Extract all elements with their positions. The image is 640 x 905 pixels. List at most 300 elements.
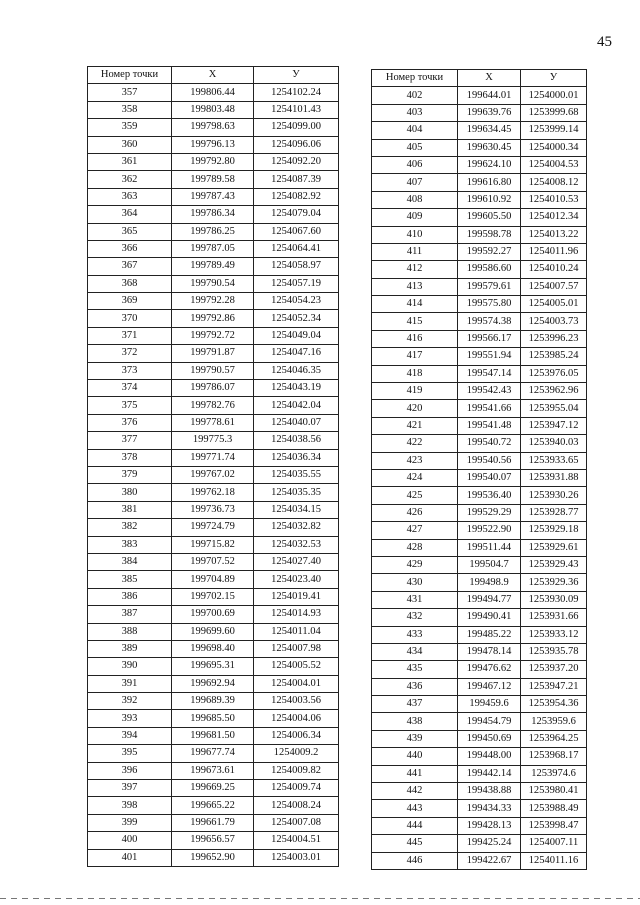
y-coordinate-cell: 1253996.23 bbox=[521, 330, 587, 347]
x-coordinate-cell: 199511.44 bbox=[458, 539, 521, 556]
point-number-cell: 374 bbox=[88, 380, 172, 397]
point-number-cell: 368 bbox=[88, 275, 172, 292]
x-coordinate-cell: 199689.39 bbox=[172, 693, 254, 710]
x-coordinate-cell: 199681.50 bbox=[172, 727, 254, 744]
y-coordinate-cell: 1254005.52 bbox=[254, 658, 339, 675]
table-row bbox=[88, 571, 339, 588]
y-coordinate-cell: 1253929.61 bbox=[521, 539, 587, 556]
point-number-cell: 426 bbox=[372, 504, 458, 521]
y-coordinate-cell: 1254004.06 bbox=[254, 710, 339, 727]
x-coordinate-cell: 199699.60 bbox=[172, 623, 254, 640]
x-coordinate-cell: 199702.15 bbox=[172, 588, 254, 605]
x-coordinate-cell: 199692.94 bbox=[172, 675, 254, 692]
x-coordinate-cell: 199762.18 bbox=[172, 484, 254, 501]
table-row bbox=[372, 852, 587, 869]
x-coordinate-cell: 199574.38 bbox=[458, 313, 521, 330]
table-row bbox=[372, 122, 587, 139]
point-number-cell: 404 bbox=[372, 122, 458, 139]
table-row bbox=[88, 310, 339, 327]
x-coordinate-cell: 199700.69 bbox=[172, 606, 254, 623]
x-coordinate-cell: 199704.89 bbox=[172, 571, 254, 588]
table-row bbox=[372, 817, 587, 834]
x-coordinate-cell: 199806.44 bbox=[172, 84, 254, 101]
y-coordinate-cell: 1254102.24 bbox=[254, 84, 339, 101]
point-number-cell: 389 bbox=[88, 640, 172, 657]
point-number-cell: 387 bbox=[88, 606, 172, 623]
table-row bbox=[372, 574, 587, 591]
point-number-cell: 365 bbox=[88, 223, 172, 240]
table-row bbox=[372, 139, 587, 156]
y-coordinate-cell: 1254027.40 bbox=[254, 553, 339, 570]
y-coordinate-cell: 1254064.41 bbox=[254, 240, 339, 257]
point-number-cell: 381 bbox=[88, 501, 172, 518]
table-row bbox=[88, 780, 339, 797]
table-row bbox=[88, 501, 339, 518]
coordinates-table-left bbox=[87, 66, 339, 867]
y-coordinate-cell: 1254010.53 bbox=[521, 191, 587, 208]
y-coordinate-cell: 1254038.56 bbox=[254, 432, 339, 449]
y-coordinate-cell: 1253947.12 bbox=[521, 417, 587, 434]
point-number-cell: 385 bbox=[88, 571, 172, 588]
table-row bbox=[372, 383, 587, 400]
table-row bbox=[372, 330, 587, 347]
x-coordinate-cell: 199454.79 bbox=[458, 713, 521, 730]
table-row bbox=[88, 397, 339, 414]
table-row bbox=[372, 209, 587, 226]
table-row bbox=[88, 797, 339, 814]
point-number-cell: 403 bbox=[372, 104, 458, 121]
point-number-cell: 407 bbox=[372, 174, 458, 191]
x-coordinate-cell: 199661.79 bbox=[172, 814, 254, 831]
point-number-cell: 378 bbox=[88, 449, 172, 466]
point-number-cell: 427 bbox=[372, 522, 458, 539]
x-coordinate-cell: 199586.60 bbox=[458, 261, 521, 278]
coordinates-table-right bbox=[371, 69, 587, 870]
point-number-cell: 434 bbox=[372, 643, 458, 660]
table-row bbox=[88, 432, 339, 449]
y-coordinate-cell: 1254023.40 bbox=[254, 571, 339, 588]
point-number-cell: 412 bbox=[372, 261, 458, 278]
y-coordinate-cell: 1254034.15 bbox=[254, 501, 339, 518]
x-coordinate-cell: 199542.43 bbox=[458, 383, 521, 400]
y-coordinate-cell: 1254042.04 bbox=[254, 397, 339, 414]
table-row bbox=[88, 466, 339, 483]
point-number-cell: 405 bbox=[372, 139, 458, 156]
y-coordinate-cell: 1254079.04 bbox=[254, 206, 339, 223]
x-coordinate-cell: 199579.61 bbox=[458, 278, 521, 295]
table-row bbox=[88, 727, 339, 744]
y-coordinate-cell: 1253933.65 bbox=[521, 452, 587, 469]
x-coordinate-cell: 199787.05 bbox=[172, 240, 254, 257]
x-coordinate-cell: 199644.01 bbox=[458, 87, 521, 104]
y-coordinate-cell: 1254032.82 bbox=[254, 519, 339, 536]
x-coordinate-cell: 199422.67 bbox=[458, 852, 521, 869]
table-row bbox=[372, 765, 587, 782]
table-row bbox=[88, 640, 339, 657]
x-coordinate-cell: 199541.48 bbox=[458, 417, 521, 434]
point-number-cell: 428 bbox=[372, 539, 458, 556]
table-row bbox=[88, 84, 339, 101]
table-row bbox=[372, 539, 587, 556]
point-number-cell: 384 bbox=[88, 553, 172, 570]
point-number-cell: 438 bbox=[372, 713, 458, 730]
x-coordinate-cell: 199450.69 bbox=[458, 730, 521, 747]
point-number-cell: 415 bbox=[372, 313, 458, 330]
table-row bbox=[372, 522, 587, 539]
x-coordinate-cell: 199541.66 bbox=[458, 400, 521, 417]
point-number-cell: 361 bbox=[88, 153, 172, 170]
table-row bbox=[88, 814, 339, 831]
y-coordinate-cell: 1254009.2 bbox=[254, 745, 339, 762]
point-number-cell: 357 bbox=[88, 84, 172, 101]
y-coordinate-cell: 1254047.16 bbox=[254, 345, 339, 362]
x-coordinate-cell: 199677.74 bbox=[172, 745, 254, 762]
y-coordinate-cell: 1254004.01 bbox=[254, 675, 339, 692]
table-row bbox=[372, 296, 587, 313]
table-row bbox=[372, 783, 587, 800]
y-coordinate-cell: 1253974.6 bbox=[521, 765, 587, 782]
y-coordinate-cell: 1253988.49 bbox=[521, 800, 587, 817]
x-coordinate-cell: 199610.92 bbox=[458, 191, 521, 208]
y-coordinate-cell: 1253985.24 bbox=[521, 348, 587, 365]
point-number-cell: 420 bbox=[372, 400, 458, 417]
table-row bbox=[372, 643, 587, 660]
table-row bbox=[88, 536, 339, 553]
point-number-cell: 419 bbox=[372, 383, 458, 400]
table-row bbox=[88, 327, 339, 344]
y-coordinate-cell: 1254003.73 bbox=[521, 313, 587, 330]
x-coordinate-cell: 199442.14 bbox=[458, 765, 521, 782]
y-coordinate-cell: 1254019.41 bbox=[254, 588, 339, 605]
y-coordinate-cell: 1254006.34 bbox=[254, 727, 339, 744]
table-row bbox=[372, 609, 587, 626]
point-number-cell: 437 bbox=[372, 696, 458, 713]
table-row bbox=[372, 435, 587, 452]
x-coordinate-cell: 199787.43 bbox=[172, 188, 254, 205]
table-row bbox=[88, 484, 339, 501]
y-coordinate-cell: 1254092.20 bbox=[254, 153, 339, 170]
x-coordinate-cell: 199634.45 bbox=[458, 122, 521, 139]
x-coordinate-cell: 199790.54 bbox=[172, 275, 254, 292]
x-coordinate-cell: 199695.31 bbox=[172, 658, 254, 675]
point-number-cell: 386 bbox=[88, 588, 172, 605]
y-coordinate-cell: 1254087.39 bbox=[254, 171, 339, 188]
table-row bbox=[372, 87, 587, 104]
table-row bbox=[88, 275, 339, 292]
header-x: X bbox=[458, 70, 521, 87]
point-number-cell: 366 bbox=[88, 240, 172, 257]
point-number-cell: 418 bbox=[372, 365, 458, 382]
point-number-cell: 445 bbox=[372, 835, 458, 852]
point-number-cell: 367 bbox=[88, 258, 172, 275]
y-coordinate-cell: 1254054.23 bbox=[254, 293, 339, 310]
table-row bbox=[88, 623, 339, 640]
y-coordinate-cell: 1254007.08 bbox=[254, 814, 339, 831]
point-number-cell: 363 bbox=[88, 188, 172, 205]
table-row bbox=[372, 730, 587, 747]
y-coordinate-cell: 1253933.12 bbox=[521, 626, 587, 643]
point-number-cell: 390 bbox=[88, 658, 172, 675]
y-coordinate-cell: 1254009.74 bbox=[254, 780, 339, 797]
x-coordinate-cell: 199796.13 bbox=[172, 136, 254, 153]
point-number-cell: 408 bbox=[372, 191, 458, 208]
y-coordinate-cell: 1253935.78 bbox=[521, 643, 587, 660]
table-row bbox=[88, 588, 339, 605]
x-coordinate-cell: 199630.45 bbox=[458, 139, 521, 156]
point-number-cell: 433 bbox=[372, 626, 458, 643]
y-coordinate-cell: 1253930.09 bbox=[521, 591, 587, 608]
point-number-cell: 443 bbox=[372, 800, 458, 817]
y-coordinate-cell: 1254007.57 bbox=[521, 278, 587, 295]
y-coordinate-cell: 1253959.6 bbox=[521, 713, 587, 730]
x-coordinate-cell: 199639.76 bbox=[458, 104, 521, 121]
table-header-row bbox=[88, 67, 339, 84]
table-row bbox=[88, 519, 339, 536]
point-number-cell: 380 bbox=[88, 484, 172, 501]
x-coordinate-cell: 199778.61 bbox=[172, 414, 254, 431]
table-row bbox=[88, 293, 339, 310]
y-coordinate-cell: 1254058.97 bbox=[254, 258, 339, 275]
x-coordinate-cell: 199792.72 bbox=[172, 327, 254, 344]
y-coordinate-cell: 1254007.98 bbox=[254, 640, 339, 657]
x-coordinate-cell: 199673.61 bbox=[172, 762, 254, 779]
point-number-cell: 376 bbox=[88, 414, 172, 431]
table-row bbox=[372, 417, 587, 434]
x-coordinate-cell: 199504.7 bbox=[458, 556, 521, 573]
table-row bbox=[88, 206, 339, 223]
point-number-cell: 383 bbox=[88, 536, 172, 553]
table-row bbox=[372, 365, 587, 382]
y-coordinate-cell: 1253962.96 bbox=[521, 383, 587, 400]
y-coordinate-cell: 1254005.01 bbox=[521, 296, 587, 313]
point-number-cell: 444 bbox=[372, 817, 458, 834]
table-row bbox=[88, 223, 339, 240]
table-row bbox=[88, 119, 339, 136]
y-coordinate-cell: 1253929.43 bbox=[521, 556, 587, 573]
point-number-cell: 395 bbox=[88, 745, 172, 762]
y-coordinate-cell: 1254008.24 bbox=[254, 797, 339, 814]
table-row bbox=[372, 835, 587, 852]
point-number-cell: 411 bbox=[372, 243, 458, 260]
point-number-cell: 439 bbox=[372, 730, 458, 747]
table-row bbox=[372, 591, 587, 608]
point-number-cell: 429 bbox=[372, 556, 458, 573]
y-coordinate-cell: 1254043.19 bbox=[254, 380, 339, 397]
y-coordinate-cell: 1254008.12 bbox=[521, 174, 587, 191]
point-number-cell: 399 bbox=[88, 814, 172, 831]
y-coordinate-cell: 1254011.96 bbox=[521, 243, 587, 260]
table-row bbox=[372, 278, 587, 295]
table-row bbox=[88, 832, 339, 849]
table-row bbox=[88, 414, 339, 431]
y-coordinate-cell: 1254012.34 bbox=[521, 209, 587, 226]
point-number-cell: 375 bbox=[88, 397, 172, 414]
y-coordinate-cell: 1253928.77 bbox=[521, 504, 587, 521]
table-row bbox=[88, 380, 339, 397]
point-number-cell: 364 bbox=[88, 206, 172, 223]
x-coordinate-cell: 199522.90 bbox=[458, 522, 521, 539]
table-row bbox=[372, 661, 587, 678]
point-number-cell: 424 bbox=[372, 469, 458, 486]
x-coordinate-cell: 199782.76 bbox=[172, 397, 254, 414]
x-coordinate-cell: 199575.80 bbox=[458, 296, 521, 313]
y-coordinate-cell: 1254049.04 bbox=[254, 327, 339, 344]
point-number-cell: 369 bbox=[88, 293, 172, 310]
y-coordinate-cell: 1253929.18 bbox=[521, 522, 587, 539]
point-number-cell: 425 bbox=[372, 487, 458, 504]
table-row bbox=[372, 174, 587, 191]
x-coordinate-cell: 199789.58 bbox=[172, 171, 254, 188]
x-coordinate-cell: 199685.50 bbox=[172, 710, 254, 727]
x-coordinate-cell: 199775.3 bbox=[172, 432, 254, 449]
y-coordinate-cell: 1254014.93 bbox=[254, 606, 339, 623]
x-coordinate-cell: 199624.10 bbox=[458, 156, 521, 173]
x-coordinate-cell: 199529.29 bbox=[458, 504, 521, 521]
table-row bbox=[372, 452, 587, 469]
point-number-cell: 370 bbox=[88, 310, 172, 327]
point-number-cell: 371 bbox=[88, 327, 172, 344]
y-coordinate-cell: 1254010.24 bbox=[521, 261, 587, 278]
x-coordinate-cell: 199605.50 bbox=[458, 209, 521, 226]
header-y: У bbox=[521, 70, 587, 87]
point-number-cell: 362 bbox=[88, 171, 172, 188]
table-row bbox=[372, 696, 587, 713]
y-coordinate-cell: 1253999.14 bbox=[521, 122, 587, 139]
point-number-cell: 431 bbox=[372, 591, 458, 608]
table-row bbox=[88, 153, 339, 170]
point-number-cell: 413 bbox=[372, 278, 458, 295]
table-row bbox=[372, 348, 587, 365]
point-number-cell: 400 bbox=[88, 832, 172, 849]
x-coordinate-cell: 199798.63 bbox=[172, 119, 254, 136]
y-coordinate-cell: 1254009.82 bbox=[254, 762, 339, 779]
y-coordinate-cell: 1254096.06 bbox=[254, 136, 339, 153]
y-coordinate-cell: 1253931.66 bbox=[521, 609, 587, 626]
x-coordinate-cell: 199494.77 bbox=[458, 591, 521, 608]
y-coordinate-cell: 1254067.60 bbox=[254, 223, 339, 240]
page-number: 45 bbox=[597, 34, 612, 50]
point-number-cell: 441 bbox=[372, 765, 458, 782]
y-coordinate-cell: 1254040.07 bbox=[254, 414, 339, 431]
x-coordinate-cell: 199707.52 bbox=[172, 553, 254, 570]
x-coordinate-cell: 199478.14 bbox=[458, 643, 521, 660]
x-coordinate-cell: 199438.88 bbox=[458, 783, 521, 800]
table-row bbox=[372, 226, 587, 243]
table-row bbox=[88, 710, 339, 727]
y-coordinate-cell: 1253947.21 bbox=[521, 678, 587, 695]
table-row bbox=[372, 713, 587, 730]
x-coordinate-cell: 199767.02 bbox=[172, 466, 254, 483]
point-number-cell: 379 bbox=[88, 466, 172, 483]
y-coordinate-cell: 1254035.55 bbox=[254, 466, 339, 483]
y-coordinate-cell: 1253964.25 bbox=[521, 730, 587, 747]
x-coordinate-cell: 199786.34 bbox=[172, 206, 254, 223]
y-coordinate-cell: 1254000.01 bbox=[521, 87, 587, 104]
y-coordinate-cell: 1253931.88 bbox=[521, 469, 587, 486]
point-number-cell: 397 bbox=[88, 780, 172, 797]
point-number-cell: 417 bbox=[372, 348, 458, 365]
table-row bbox=[372, 243, 587, 260]
x-coordinate-cell: 199771.74 bbox=[172, 449, 254, 466]
table-row bbox=[88, 658, 339, 675]
table-row bbox=[88, 101, 339, 118]
point-number-cell: 421 bbox=[372, 417, 458, 434]
y-coordinate-cell: 1254003.56 bbox=[254, 693, 339, 710]
x-coordinate-cell: 199598.78 bbox=[458, 226, 521, 243]
y-coordinate-cell: 1253955.04 bbox=[521, 400, 587, 417]
point-number-cell: 422 bbox=[372, 435, 458, 452]
y-coordinate-cell: 1253940.03 bbox=[521, 435, 587, 452]
x-coordinate-cell: 199790.57 bbox=[172, 362, 254, 379]
point-number-cell: 436 bbox=[372, 678, 458, 695]
table-row bbox=[372, 626, 587, 643]
y-coordinate-cell: 1254052.34 bbox=[254, 310, 339, 327]
point-number-cell: 440 bbox=[372, 748, 458, 765]
y-coordinate-cell: 1254036.34 bbox=[254, 449, 339, 466]
x-coordinate-cell: 199566.17 bbox=[458, 330, 521, 347]
x-coordinate-cell: 199736.73 bbox=[172, 501, 254, 518]
x-coordinate-cell: 199448.00 bbox=[458, 748, 521, 765]
x-coordinate-cell: 199467.12 bbox=[458, 678, 521, 695]
x-coordinate-cell: 199786.07 bbox=[172, 380, 254, 397]
y-coordinate-cell: 1254013.22 bbox=[521, 226, 587, 243]
point-number-cell: 401 bbox=[88, 849, 172, 866]
y-coordinate-cell: 1254082.92 bbox=[254, 188, 339, 205]
point-number-cell: 398 bbox=[88, 797, 172, 814]
x-coordinate-cell: 199490.41 bbox=[458, 609, 521, 626]
x-coordinate-cell: 199792.28 bbox=[172, 293, 254, 310]
x-coordinate-cell: 199789.49 bbox=[172, 258, 254, 275]
table-row bbox=[88, 606, 339, 623]
table-row bbox=[372, 748, 587, 765]
y-coordinate-cell: 1254099.00 bbox=[254, 119, 339, 136]
scan-edge-line bbox=[0, 898, 640, 899]
table-row bbox=[88, 188, 339, 205]
table-row bbox=[372, 191, 587, 208]
y-coordinate-cell: 1254046.35 bbox=[254, 362, 339, 379]
y-coordinate-cell: 1254000.34 bbox=[521, 139, 587, 156]
x-coordinate-cell: 199786.25 bbox=[172, 223, 254, 240]
header-y: У bbox=[254, 67, 339, 84]
table-row bbox=[88, 240, 339, 257]
point-number-cell: 394 bbox=[88, 727, 172, 744]
y-coordinate-cell: 1254011.04 bbox=[254, 623, 339, 640]
table-row bbox=[372, 400, 587, 417]
x-coordinate-cell: 199669.25 bbox=[172, 780, 254, 797]
header-point-number: Номер точки bbox=[372, 70, 458, 87]
x-coordinate-cell: 199485.22 bbox=[458, 626, 521, 643]
table-row bbox=[88, 362, 339, 379]
point-number-cell: 359 bbox=[88, 119, 172, 136]
table-row bbox=[372, 678, 587, 695]
point-number-cell: 423 bbox=[372, 452, 458, 469]
x-coordinate-cell: 199792.80 bbox=[172, 153, 254, 170]
y-coordinate-cell: 1254011.16 bbox=[521, 852, 587, 869]
point-number-cell: 402 bbox=[372, 87, 458, 104]
table-row bbox=[372, 469, 587, 486]
point-number-cell: 382 bbox=[88, 519, 172, 536]
point-number-cell: 360 bbox=[88, 136, 172, 153]
x-coordinate-cell: 199428.13 bbox=[458, 817, 521, 834]
table-row bbox=[88, 745, 339, 762]
point-number-cell: 373 bbox=[88, 362, 172, 379]
y-coordinate-cell: 1253976.05 bbox=[521, 365, 587, 382]
table-row bbox=[88, 136, 339, 153]
x-coordinate-cell: 199592.27 bbox=[458, 243, 521, 260]
x-coordinate-cell: 199698.40 bbox=[172, 640, 254, 657]
point-number-cell: 409 bbox=[372, 209, 458, 226]
table-row bbox=[372, 104, 587, 121]
